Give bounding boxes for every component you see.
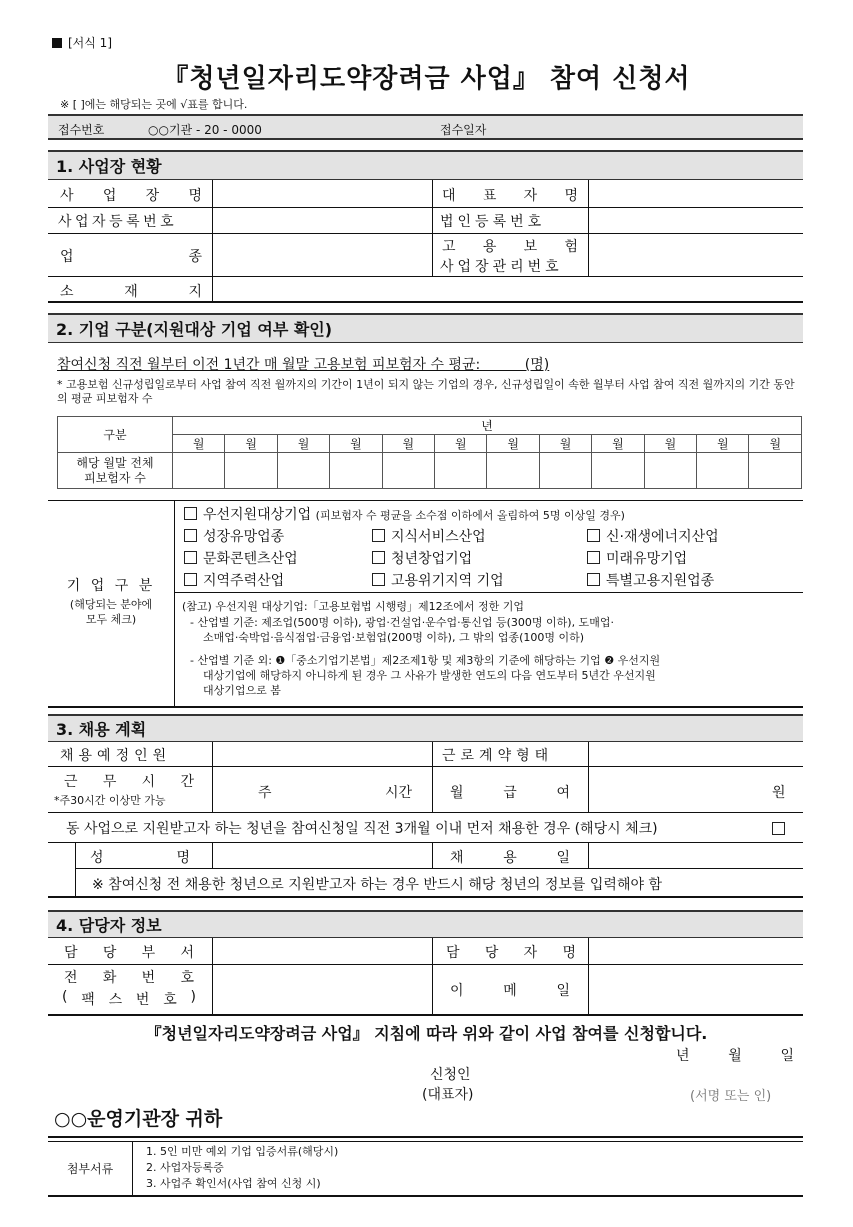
month-value-input[interactable] bbox=[382, 453, 434, 489]
receipt-number-label: 접수번호 bbox=[58, 123, 105, 137]
location-field[interactable] bbox=[213, 277, 802, 301]
business-name-field[interactable] bbox=[213, 181, 431, 206]
insurance-no-label-1: 고 용 보 험 bbox=[442, 239, 578, 255]
contact-person-label: 담 당 자 명 bbox=[446, 945, 576, 961]
month-value-input[interactable] bbox=[330, 453, 382, 489]
corp-reg-no-label: 법인등록번호 bbox=[440, 214, 546, 230]
month-cell: 월 bbox=[749, 435, 802, 453]
representative-name-field[interactable] bbox=[589, 181, 802, 206]
option-special-employment[interactable]: 특별고용지원업종 bbox=[587, 570, 714, 590]
work-hours-note: *주30시간 이상만 가능 bbox=[54, 794, 166, 807]
addressee: ○○운영기관장 귀하 bbox=[54, 1108, 223, 1130]
applicant-label: 신청인 bbox=[430, 1067, 471, 1083]
email-label: 이 메 일 bbox=[450, 983, 570, 999]
month-cell: 월 bbox=[487, 435, 539, 453]
option-renewable-energy[interactable]: 신·재생에너지산업 bbox=[587, 526, 719, 546]
planned-hires-field[interactable] bbox=[213, 743, 431, 765]
pre-hire-text: 동 사업으로 지원받고자 하는 청년을 참여신청일 직전 3개월 이내 먼저 채용한 경우 (해당시 체크) bbox=[66, 821, 658, 837]
contract-type-label: 근로계약형태 bbox=[442, 748, 554, 764]
planned-hires-label: 채용예정인원 bbox=[60, 748, 172, 764]
contact-person-field[interactable] bbox=[589, 939, 802, 963]
form-number: [서식 1] bbox=[52, 34, 112, 51]
industry-field[interactable] bbox=[213, 234, 431, 276]
month-cell: 월 bbox=[277, 435, 329, 453]
month-cell: 월 bbox=[330, 435, 382, 453]
fax-label: ( 팩 스 번 호 ) bbox=[62, 989, 196, 1008]
business-reg-no-label: 사업자등록번호 bbox=[58, 214, 178, 230]
week-label: 주 bbox=[258, 785, 272, 801]
month-cell: 월 bbox=[225, 435, 277, 453]
average-insured-line: 참여신청 직전 월부터 이전 1년간 매 월말 고용보험 피보험자 수 평균: (명) bbox=[57, 357, 550, 373]
receipt-date-label: 접수일자 bbox=[440, 123, 487, 137]
business-name-label: 사 업 장 명 bbox=[60, 188, 202, 204]
insurance-no-label-2: 사업장관리번호 bbox=[440, 259, 563, 275]
option-growth-industry[interactable]: 성장유망업종 bbox=[184, 526, 284, 546]
declaration: 『청년일자리도약장려금 사업』 지침에 따라 위와 같이 사업 참여를 신청합니다. bbox=[145, 1024, 708, 1043]
month-cell: 월 bbox=[697, 435, 749, 453]
month-cell: 월 bbox=[592, 435, 644, 453]
name-field[interactable] bbox=[213, 843, 431, 867]
pre-hire-note: ※ 참여신청 전 채용한 청년으로 지원받고자 하는 경우 반드시 해당 청년의 정보를 입력해야 함 bbox=[92, 877, 662, 893]
attachment-item: 3. 사업주 확인서(사업 참여 신청 시) bbox=[146, 1177, 321, 1190]
month-value-input[interactable] bbox=[539, 453, 591, 489]
attachment-item: 2. 사업자등록증 bbox=[146, 1161, 224, 1174]
attachment-item: 1. 5인 미만 예외 기업 입증서류(해당시) bbox=[146, 1145, 339, 1158]
department-label: 담 당 부 서 bbox=[64, 945, 194, 961]
option-future-promising[interactable]: 미래유망기업 bbox=[587, 548, 687, 568]
attachments-list bbox=[146, 1144, 338, 1192]
location-label: 소 재 지 bbox=[60, 284, 202, 300]
insurance-no-field[interactable] bbox=[589, 234, 802, 276]
month-value-input[interactable] bbox=[225, 453, 277, 489]
average-note: * 고용보험 신규성립일로부터 사업 참여 직전 월까지의 기간이 1년이 되지 않는 기업의 경우, 신규성립일이 속한 월부터 사업 참여 직전 월까지의 기간 동안의 평균 피보험자 수 bbox=[57, 378, 795, 405]
month-value-input[interactable] bbox=[173, 453, 225, 489]
month-cell: 월 bbox=[539, 435, 591, 453]
company-type-label: 기 업 구 분 bbox=[66, 578, 156, 594]
name-label: 성 명 bbox=[90, 850, 190, 866]
month-value-input[interactable] bbox=[592, 453, 644, 489]
insured-count-label: 해당 월말 전체 피보험자 수 bbox=[58, 453, 173, 489]
section-2-header: 2. 기업 구분(지원대상 기업 여부 확인) bbox=[48, 313, 803, 343]
monthly-insured-table bbox=[57, 416, 802, 489]
month-value-input[interactable] bbox=[697, 453, 749, 489]
reference-note-3: - 산업별 기준 외: ❶「중소기업기본법」제2조제1항 및 제3항의 기준에 해당하는 기업 ❷ 우선지원 대상기업에 해당하지 아니하게 된 경우 그 사유가 발생한 연도의 다음 연도부터 5년간 우선지원 대상기업으로 봄 bbox=[190, 654, 661, 697]
receipt-row bbox=[48, 114, 803, 140]
page-title: 『청년일자리도약장려금 사업』 참여 신청서 bbox=[162, 64, 691, 94]
month-value-input[interactable] bbox=[644, 453, 696, 489]
month-value-input[interactable] bbox=[487, 453, 539, 489]
reference-note-2: - 산업별 기준: 제조업(500명 이하), 광업·건설업·운수업·통신업 등(300명 이하), 도매업· 소매업·숙박업·음식점업·금융업·보험업(200명 이하), 그 밖의 업종(100명 이하) bbox=[190, 616, 614, 644]
priority-support-checkbox[interactable]: 우선지원대상기업 (피보험자 수 평균을 소수점 이하에서 올림하여 5명 이상일 경우) bbox=[184, 504, 625, 524]
month-cell: 월 bbox=[644, 435, 696, 453]
month-cell: 월 bbox=[382, 435, 434, 453]
table-head-label: 구분 bbox=[58, 417, 173, 453]
month-value-input[interactable] bbox=[435, 453, 487, 489]
option-employment-crisis[interactable]: 고용위기지역 기업 bbox=[372, 570, 504, 590]
work-hours-label: 근 무 시 간 bbox=[64, 774, 194, 790]
hours-label: 시간 bbox=[385, 785, 413, 801]
month-cell: 월 bbox=[173, 435, 225, 453]
option-cultural-content[interactable]: 문화콘텐츠산업 bbox=[184, 548, 298, 568]
representative-name-label: 대 표 자 명 bbox=[442, 188, 578, 204]
date-line[interactable]: 년 월 일 bbox=[676, 1048, 794, 1064]
month-value-input[interactable] bbox=[749, 453, 802, 489]
hire-date-label: 채 용 일 bbox=[450, 850, 570, 866]
month-value-input[interactable] bbox=[277, 453, 329, 489]
won-label: 원 bbox=[772, 785, 786, 801]
month-cell: 월 bbox=[435, 435, 487, 453]
option-youth-startup[interactable]: 청년창업기업 bbox=[372, 548, 472, 568]
section-1-header: 1. 사업장 현황 bbox=[48, 150, 803, 180]
business-reg-no-field[interactable] bbox=[213, 208, 431, 233]
phone-field[interactable] bbox=[213, 965, 431, 1013]
insured-count-row bbox=[58, 453, 802, 489]
company-type-sublabel: (해당되는 분야에 모두 체크) bbox=[69, 598, 153, 626]
signature-field[interactable]: (서명 또는 인) bbox=[690, 1089, 772, 1104]
industry-label: 업 종 bbox=[60, 249, 202, 265]
corp-reg-no-field[interactable] bbox=[589, 208, 802, 233]
attachments-label: 첨부서류 bbox=[66, 1162, 114, 1176]
contract-type-field[interactable] bbox=[589, 743, 802, 765]
instruction: ※ [ ]에는 해당되는 곳에 √표를 합니다. bbox=[60, 98, 248, 111]
option-knowledge-service[interactable]: 지식서비스산업 bbox=[372, 526, 486, 546]
pre-hire-checkbox[interactable] bbox=[772, 819, 791, 838]
salary-label: 월 급 여 bbox=[450, 785, 570, 801]
representative-label: (대표자) bbox=[422, 1087, 474, 1103]
option-regional-industry[interactable]: 지역주력산업 bbox=[184, 570, 284, 590]
section-4-header: 4. 담당자 정보 bbox=[48, 910, 803, 938]
salary-field[interactable] bbox=[589, 770, 769, 808]
hire-date-field[interactable] bbox=[589, 843, 802, 867]
reference-note-1: (참고) 우선지원 대상기업:「고용보험법 시행령」제12조에서 정한 기업 bbox=[182, 600, 525, 613]
phone-label: 전 화 번 호 bbox=[64, 970, 194, 986]
work-hours-field[interactable] bbox=[280, 770, 375, 808]
email-field[interactable] bbox=[589, 965, 802, 1013]
department-field[interactable] bbox=[213, 939, 431, 963]
year-header: 년 bbox=[173, 417, 802, 435]
section-3-header: 3. 채용 계획 bbox=[48, 714, 803, 742]
receipt-number-value: ○○기관 - 20 - 0000 bbox=[148, 123, 262, 137]
